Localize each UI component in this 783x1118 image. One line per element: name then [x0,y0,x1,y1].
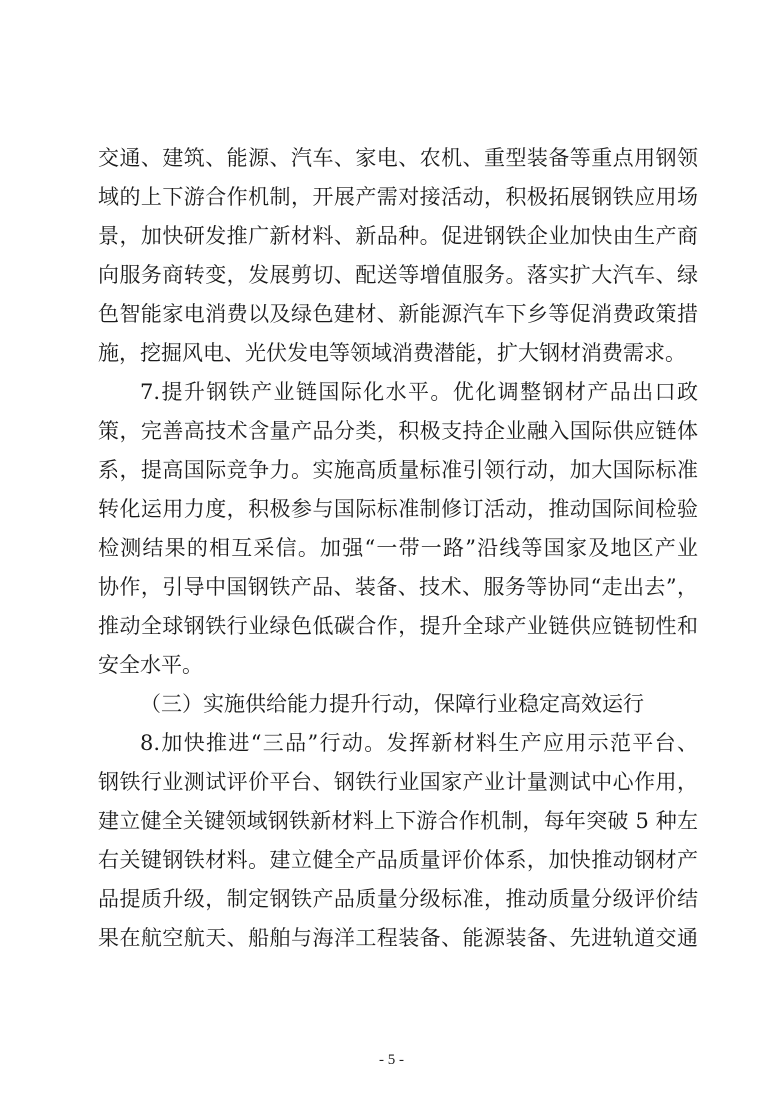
text-line: 检测结果的相互采信。加强“一带一路”沿线等国家及地区产业 [98,536,698,560]
text-line: 向服务商转变，发展剪切、配送等增值服务。落实扩大汽车、绿 [98,263,698,287]
text-line: 转化运用力度，积极参与国际标准制修订活动，推动国际间检验 [98,497,698,521]
text-line: 色智能家电消费以及绿色建材、新能源汽车下乡等促消费政策措 [98,302,698,326]
paragraph-first-line: 7.提升钢铁产业链国际化水平。优化调整钢材产品出口政 [140,380,698,404]
page-number: - 5 - [379,1052,404,1068]
text-line: 交通、建筑、能源、汽车、家电、农机、重型装备等重点用钢领 [98,146,698,170]
text-line: 右关键钢铁材料。建立健全产品质量评价体系，加快推动钢材产 [98,848,698,872]
text-line: 域的上下游合作机制，开展产需对接活动，积极拓展钢铁应用场 [98,185,698,209]
paragraph-first-line: 8.加快推进“三品”行动。发挥新材料生产应用示范平台、 [140,731,698,755]
text-line: 系，提高国际竞争力。实施高质量标准引领行动，加大国际标准 [98,458,698,482]
text-line: 品提质升级，制定钢铁产品质量分级标准，推动质量分级评价结 [98,887,698,911]
text-line: 策，完善高技术含量产品分类，积极支持企业融入国际供应链体 [98,419,698,443]
text-line: 安全水平。 [98,653,203,677]
text-line: 钢铁行业测试评价平台、钢铁行业国家产业计量测试中心作用， [98,770,698,794]
text-line: 协作，引导中国钢铁产品、装备、技术、服务等协同“走出去”， [98,575,698,599]
text-line: 推动全球钢铁行业绿色低碳合作，提升全球产业链供应链韧性和 [98,614,698,638]
text-line: 景，加快研发推广新材料、新品种。促进钢铁企业加快由生产商 [98,224,698,248]
text-line: 建立健全关键领域钢铁新材料上下游合作机制，每年突破 5 种左 [98,809,698,833]
text-line: 施，挖掘风电、光伏发电等领域消费潜能，扩大钢材消费需求。 [98,341,686,365]
section-heading: （三）实施供给能力提升行动，保障行业稳定高效运行 [140,692,644,716]
text-line: 果在航空航天、船舶与海洋工程装备、能源装备、先进轨道交通 [98,926,698,950]
